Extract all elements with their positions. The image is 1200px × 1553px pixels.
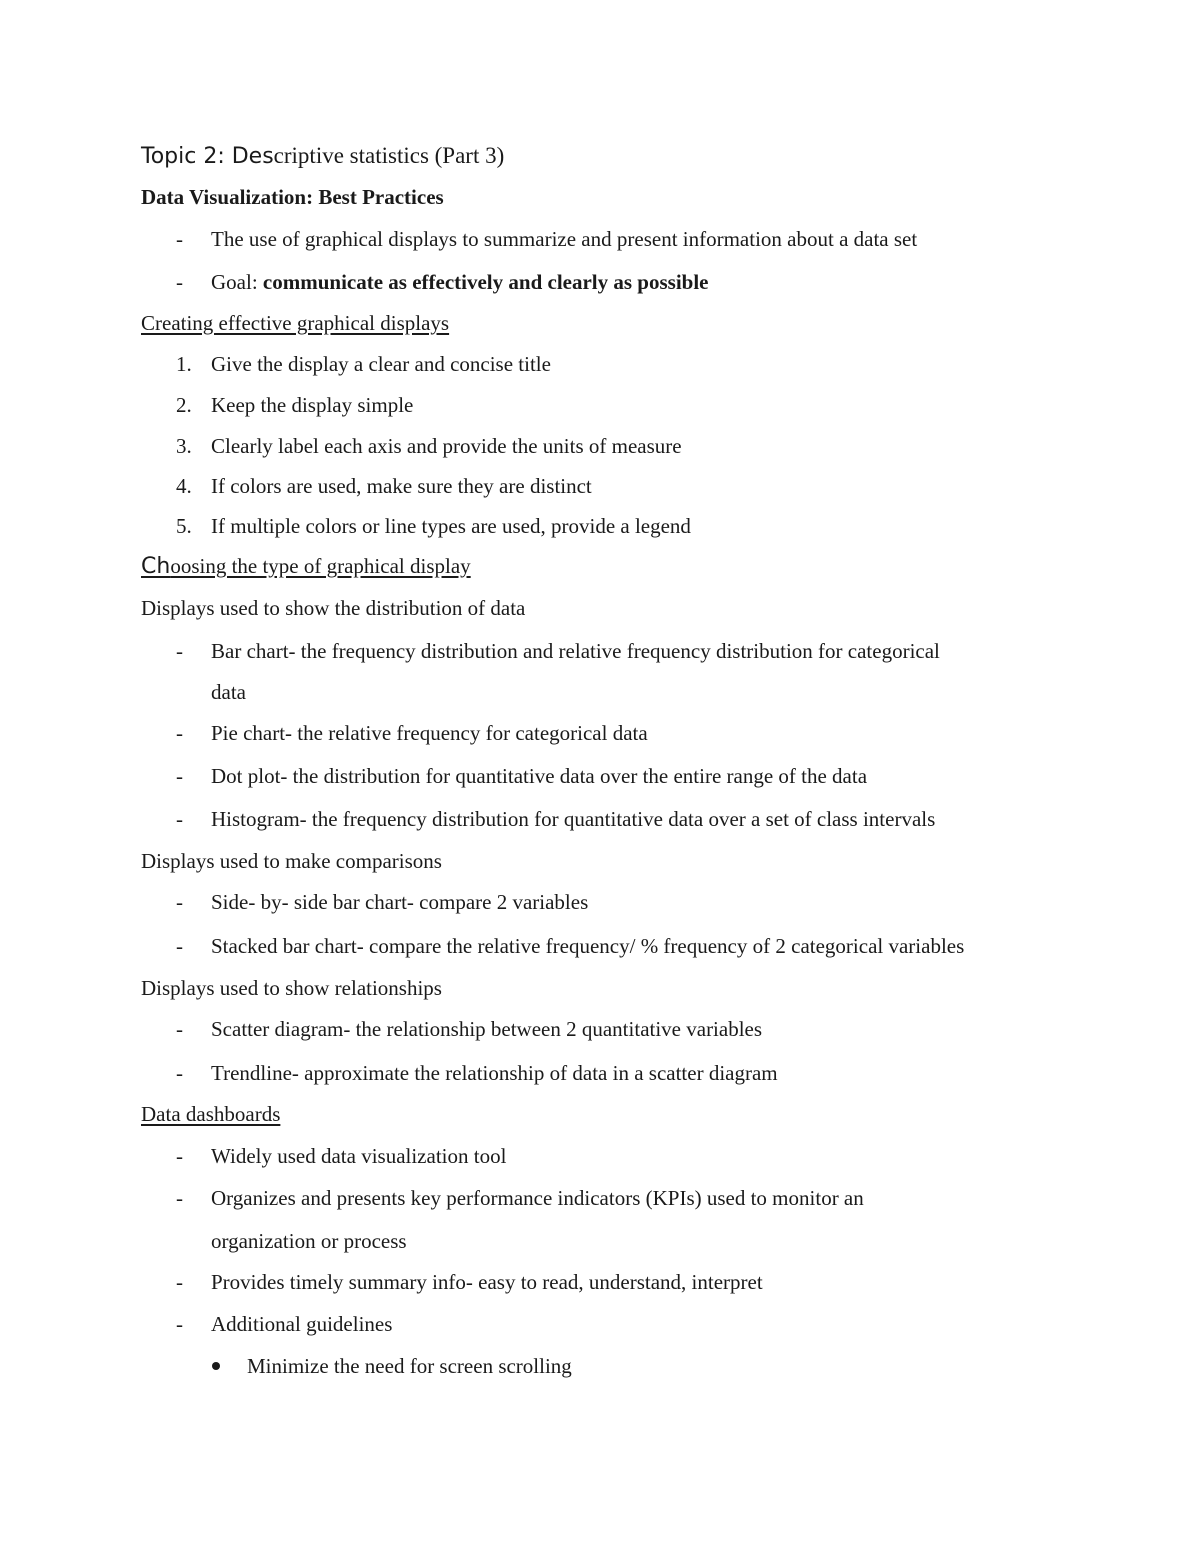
list-item: Dot plot- the distribution for quantitative data over the entire range of the data: [211, 764, 868, 788]
list-item: Give the display a clear and concise title: [211, 352, 551, 376]
list-item: Pie chart- the relative frequency for categorical data: [211, 721, 648, 745]
list-item: Provides timely summary info- easy to read, understand, interpret: [211, 1270, 763, 1294]
choosing-heading-initial: Ch: [141, 554, 171, 579]
list-item: If colors are used, make sure they are distinct: [211, 474, 592, 498]
list-item: Bar chart- the frequency distribution and relative frequency distribution for categorical: [211, 639, 940, 663]
distribution-heading: Displays used to show the distribution of data: [141, 596, 526, 620]
section-heading: Data Visualization: Best Practices: [141, 185, 444, 209]
list-marker: 1.: [176, 352, 192, 376]
list-item: Clearly label each axis and provide the units of measure: [211, 434, 682, 458]
intro-item-definition: The use of graphical displays to summarize and present information about a data set: [211, 227, 918, 251]
list-item: Organizes and presents key performance indicators (KPIs) used to monitor an: [211, 1186, 864, 1210]
relationships-heading: Displays used to show relationships: [141, 976, 442, 1000]
page-title: [141, 144, 504, 168]
list-marker: -: [176, 1312, 183, 1336]
list-marker: -: [176, 721, 183, 745]
page-title-prefix: Topic 2: Des: [141, 144, 274, 169]
list-marker: 4.: [176, 474, 192, 498]
list-marker: -: [176, 639, 183, 663]
list-marker: -: [176, 1144, 183, 1168]
list-marker: -: [176, 1017, 183, 1041]
list-marker: -: [176, 890, 183, 914]
page-title-suffix: criptive statistics (Part 3): [273, 143, 505, 168]
list-item-continuation: organization or process: [211, 1229, 407, 1253]
list-marker: 5.: [176, 514, 192, 538]
creating-heading: Creating effective graphical displays: [141, 311, 450, 335]
list-item: If multiple colors or line types are used, provide a legend: [211, 514, 691, 538]
list-marker: -: [176, 764, 183, 788]
goal-label: Goal:: [211, 270, 263, 294]
choosing-heading-rest: oosing the type of graphical display: [170, 554, 471, 578]
list-item: Additional guidelines: [211, 1312, 393, 1336]
list-marker: -: [176, 1061, 183, 1085]
list-marker: -: [176, 1186, 183, 1210]
list-item: Scatter diagram- the relationship between 2 quantitative variables: [211, 1017, 763, 1041]
list-marker: -: [176, 270, 183, 294]
list-item: Histogram- the frequency distribution for quantitative data over a set of class intervals: [211, 807, 936, 831]
list-item: Widely used data visualization tool: [211, 1144, 507, 1168]
list-marker: -: [176, 807, 183, 831]
goal-text: communicate as effectively and clearly as possible: [262, 270, 709, 294]
list-marker: -: [176, 934, 183, 958]
list-item: Side- by- side bar chart- compare 2 variables: [211, 890, 589, 914]
list-marker: 3.: [176, 434, 192, 458]
choosing-heading: [141, 556, 471, 578]
bullet-dot-icon: [212, 1362, 220, 1370]
list-item: Keep the display simple: [211, 393, 414, 417]
sub-list-item: Minimize the need for screen scrolling: [247, 1354, 572, 1378]
list-item: Stacked bar chart- compare the relative frequency/ % frequency of 2 categorical variables: [211, 934, 965, 958]
list-item-continuation: data: [211, 680, 246, 704]
list-item: Trendline- approximate the relationship of data in a scatter diagram: [211, 1061, 778, 1085]
list-marker: -: [176, 227, 183, 251]
dashboards-heading: Data dashboards: [141, 1102, 281, 1126]
comparisons-heading: Displays used to make comparisons: [141, 849, 442, 873]
intro-item-goal: [211, 272, 709, 293]
list-marker: 2.: [176, 393, 192, 417]
list-marker: -: [176, 1270, 183, 1294]
